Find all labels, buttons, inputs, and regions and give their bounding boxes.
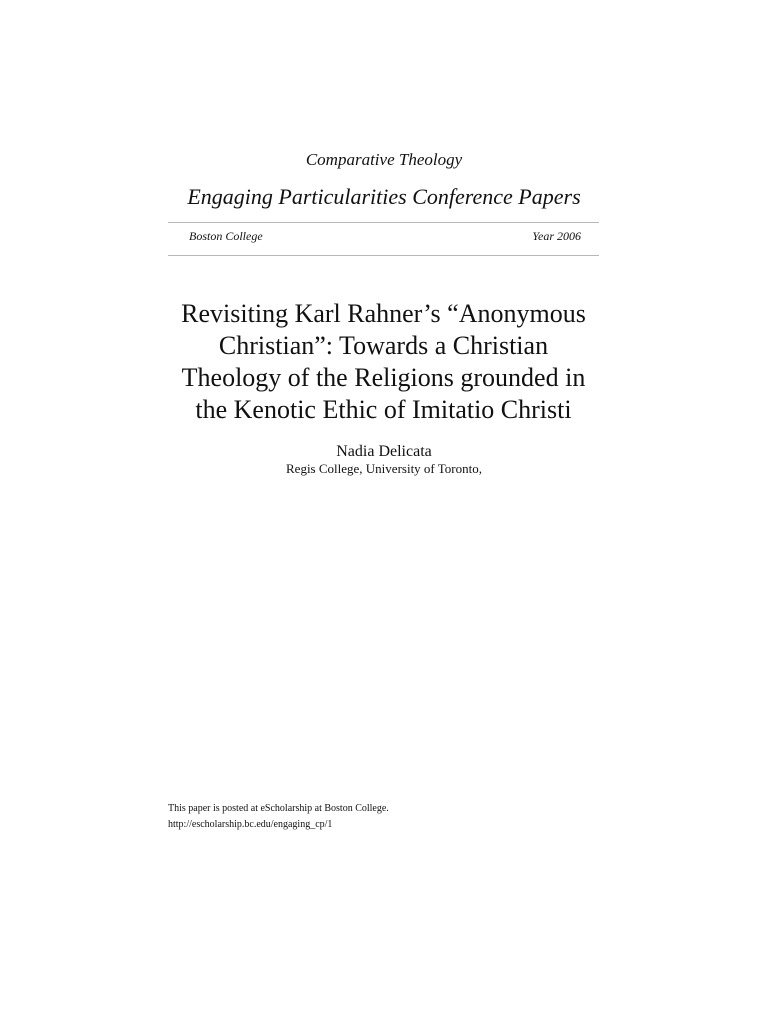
publication-meta bbox=[189, 229, 581, 244]
author-affiliation: Regis College, University of Toronto, bbox=[286, 461, 482, 476]
escholarship-link[interactable]: http://escholarship.bc.edu/engaging_cp/1 bbox=[168, 819, 333, 830]
posting-notice: This paper is posted at eScholarship at Boston College. bbox=[168, 803, 389, 814]
collection-title: Engaging Particularities Conference Papers bbox=[187, 184, 581, 209]
top-divider bbox=[168, 222, 599, 223]
paper-title: Revisiting Karl Rahner’s “Anonymous Christian”: Towards a Christian Theology of the Religions grounded in the Kenotic Ethic of Imitatio Christi bbox=[181, 299, 586, 424]
author-name: Nadia Delicata bbox=[336, 443, 432, 460]
bottom-divider bbox=[168, 255, 599, 256]
institution-label: Boston College bbox=[189, 229, 263, 243]
series-title: Comparative Theology bbox=[305, 150, 463, 169]
year-label: Year 2006 bbox=[532, 229, 581, 243]
footer-notice bbox=[168, 801, 598, 833]
